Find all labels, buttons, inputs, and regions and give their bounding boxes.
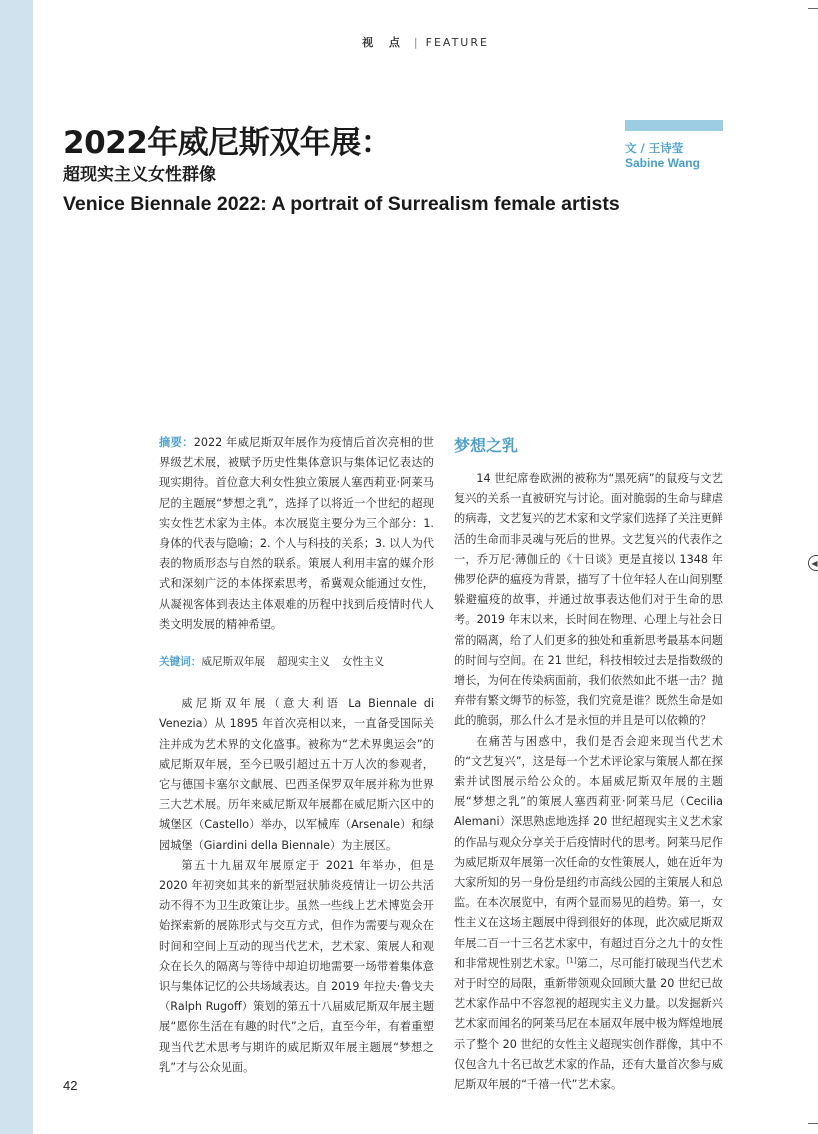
keyword: 威尼斯双年展 bbox=[201, 656, 265, 669]
article-title: 2022年威尼斯双年展： bbox=[63, 125, 392, 161]
body-paragraph: 威尼斯双年展（意大利语 La Biennale di Venezia）从 1895 年首次亮相以来，一直备受国际关注并成为艺术界的文化盛事。被称为“艺术界奥运会”的威尼斯双年展，至今已吸引超过五十万人次的参观者，它与德国卡塞尔文献展、巴西圣保罗双年展并称为世界三大艺术展。历年来威尼斯双年展都在威尼斯六区中的城堡区（Castello）举办，以军械库（Arsenale）和绿园城堡（Giardini della Biennale）为主展区。 bbox=[159, 697, 434, 852]
magazine-page bbox=[33, 0, 818, 1134]
page-edge-color-bar bbox=[0, 0, 33, 1134]
section-heading: 梦想之乳 bbox=[454, 436, 519, 455]
body-paragraph: 14 世纪席卷欧洲的被称为“黑死病”的鼠疫与文艺复兴的关系一直被研究与讨论。面对脆弱的生命与肆虐的病毒，文艺复兴的艺术家和文学家们选择了关注更鲜活的生命而非灵魂与死后的世界。文艺复兴的代表作之一，乔万尼·薄伽丘的《十日谈》更是直接以 1348 年佛罗伦萨的瘟疫为背景，描写了十位年轻人在山间别墅躲避瘟疫的故事，并通过故事表达他们对于生命的思考。2019 年末以来，长时间在物理、心理上与社会日常的隔离，给了人们更多的独处和重新思考最基本问题的时间与空间。在 21 世纪，科技相较过去是指数级的增长，为何在传染病面前，我们依然如此不堪一击？抛弃带有繁文缛节的标签，我们究竟是谁？既然生命是如此的脆弱，那么什么才是永恒的并且是可以依赖的？ bbox=[454, 472, 723, 728]
body-paragraph bbox=[454, 732, 723, 1096]
paragraph-text: 第二，尽可能打破现当代艺术对于时空的局限，重新带领观众回顾大量 20 世纪已故艺术家作品中不容忽视的超现实主义力量。以发掘新兴艺术家而闻名的阿莱马尼在本届双年展中极为辉煌地展示了整个 20 世纪的女性主义超现实创作群像，其中不仅包含九十名已故艺术家的作品，还有大量首次参与威尼斯双年展的“千禧一代”艺术家。 bbox=[454, 956, 723, 1092]
keywords bbox=[159, 652, 434, 672]
article-title-english: Venice Biennale 2022: A portrait of Surrealism female artists bbox=[63, 193, 620, 215]
body-paragraph: 第五十九届双年展原定于 2021 年举办，但是 2020 年初突如其来的新型冠状肺炎疫情让一切公共活动不得不为卫生政策让步。虽然一些线上艺术博览会开始探索新的展陈形式与交互方式，但作为需要与观众在时间和空间上互动的现当代艺术，艺术家、策展人和观众在长久的隔离与等待中却迫切地需要一场带着集体意识与集体记忆的公共场域表达。自 2019 年拉夫·鲁戈夫（Ralph Rugoff）策划的第五十八届威尼斯双年展主题展“愿你生活在有趣的时代”之后，直至今年，有着重塑现当代艺术思考与期许的威尼斯双年展主题展“梦想之乳”才与公众见面。 bbox=[159, 858, 434, 1074]
running-head-feature: FEATURE bbox=[425, 36, 489, 49]
keywords-label: 关键词： bbox=[159, 656, 202, 669]
abstract bbox=[159, 433, 434, 635]
article-subtitle: 超现实主义女性群像 bbox=[63, 165, 216, 185]
running-head bbox=[33, 34, 818, 50]
footnote-reference: [1] bbox=[566, 956, 577, 965]
left-column bbox=[159, 433, 434, 1078]
crop-mark bbox=[808, 1123, 818, 1124]
page-turn-tab-icon[interactable]: ◀ bbox=[808, 555, 818, 571]
running-head-separator: | bbox=[413, 36, 418, 49]
author-name-english: Sabine Wang bbox=[625, 156, 700, 170]
paragraph-text: 在痛苦与困惑中，我们是否会迎来现当代艺术的“文艺复兴”，这是每一个艺术评论家与策展人都在探索并试图展示给公众的。本届威尼斯双年展的主题展“梦想之乳”的策展人塞西莉亚·阿莱马尼（Cecilia Alemani）深思熟虑地选择 20 世纪超现实主义艺术家的作品与观众分享关于后疫情时代的思考。阿莱马尼作为威尼斯双年展第一次任命的女性策展人，她在近年为大家所知的另一身份是纽约市高线公园的主策展人和总监。在本次展览中，有两个显而易见的趋势。第一，女性主义在这场主题展中得到很好的体现，此次威尼斯双年展二百一十三名艺术家中，有超过百分之九十的女性和非常规性别艺术家。 bbox=[454, 734, 723, 970]
right-column bbox=[454, 469, 723, 1095]
author-accent-bar bbox=[625, 120, 723, 131]
abstract-label: 摘要： bbox=[159, 436, 194, 449]
page-number: 42 bbox=[63, 1078, 78, 1093]
author-byline: 文 / 王诗莹 bbox=[625, 141, 684, 155]
keyword: 女性主义 bbox=[341, 656, 385, 669]
crop-mark bbox=[808, 8, 818, 9]
abstract-text: 2022 年威尼斯双年展作为疫情后首次亮相的世界级艺术展，被赋予历史性集体意识与集体记忆表达的现实期待。首位意大利女性独立策展人塞西莉亚·阿莱马尼的主题展“梦想之乳”，选择了以将近一个世纪的超现实女性艺术家为主体。本次展览主要分为三个部分：1. 身体的代表与隐喻；2. 个人与科技的关系；3. 以人为代表的物质形态与自然的联系。策展人利用丰富的媒介形式和深刻广泛的本体探索思考，希冀观众能通过女性，从凝视客体到表达主体艰难的历程中找到后疫情时代人类文明发展的精神希望。 bbox=[159, 436, 434, 631]
running-head-section: 视 点 bbox=[362, 36, 406, 49]
keyword: 超现实主义 bbox=[276, 656, 330, 669]
